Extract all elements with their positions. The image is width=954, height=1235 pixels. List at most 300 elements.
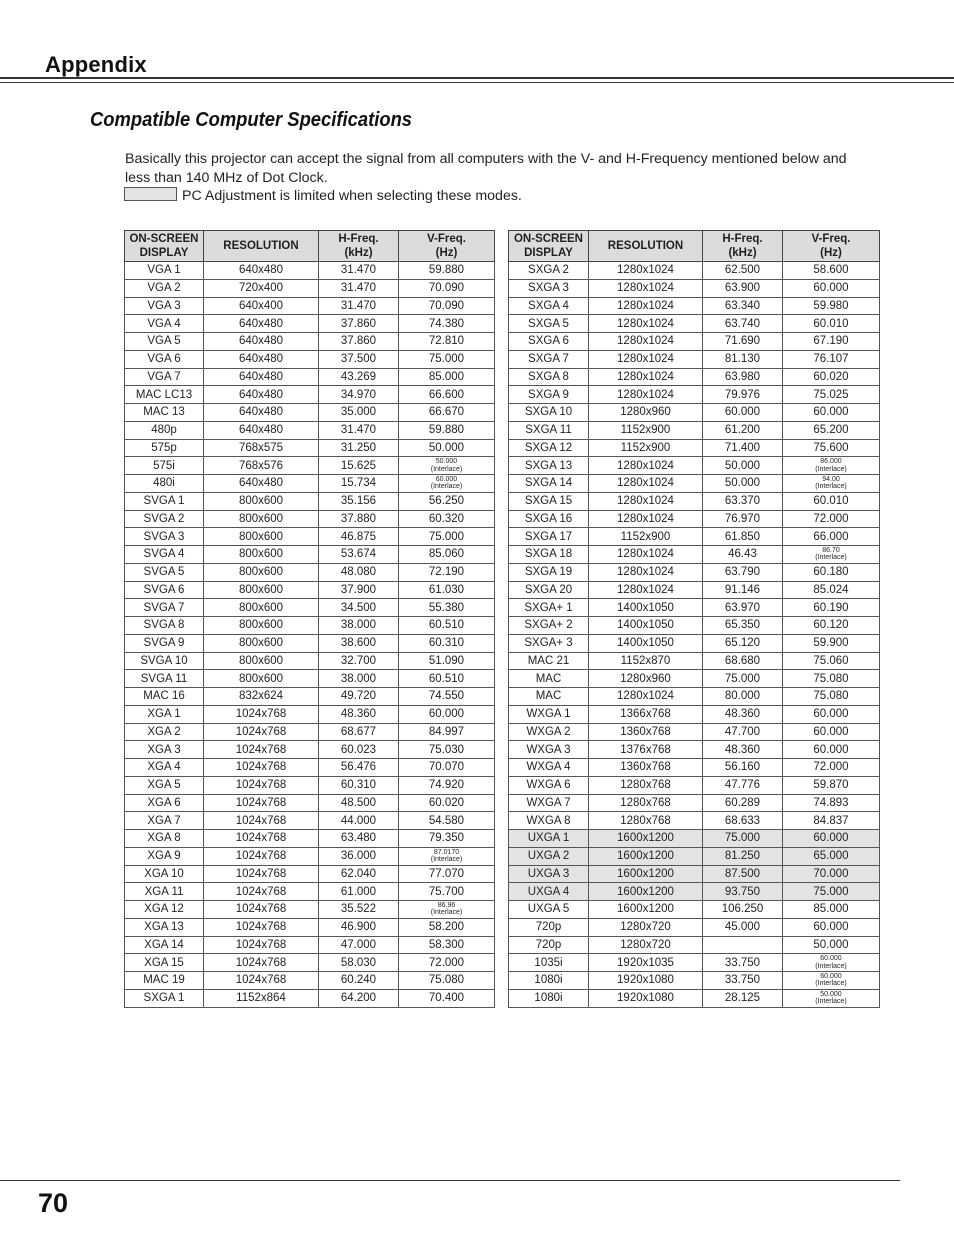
cell-vfreq: 75.080	[399, 972, 495, 990]
cell-hfreq: 68.680	[703, 652, 783, 670]
cell-display: XGA 5	[125, 776, 204, 794]
cell-hfreq: 60.289	[703, 794, 783, 812]
table-row	[125, 404, 495, 422]
cell-hfreq: 48.360	[319, 705, 399, 723]
cell-display: MAC 13	[125, 404, 204, 422]
interlace-note: (Interlace)	[815, 483, 847, 491]
table-row	[509, 510, 880, 528]
cell-vfreq: 60.000 (Interlace)	[783, 954, 880, 972]
cell-resolution: 1280x1024	[589, 688, 703, 706]
legend-shading-swatch	[124, 187, 177, 201]
cell-display: XGA 6	[125, 794, 204, 812]
cell-vfreq: 60.020	[783, 368, 880, 386]
cell-hfreq: 61.200	[703, 421, 783, 439]
cell-vfreq: 58.600	[783, 262, 880, 280]
table-row	[125, 670, 495, 688]
table-row	[125, 901, 495, 919]
table-row	[125, 279, 495, 297]
cell-hfreq: 37.900	[319, 581, 399, 599]
cell-hfreq: 47.700	[703, 723, 783, 741]
cell-resolution: 1024x768	[204, 723, 319, 741]
interlace-note: (Interlace)	[815, 998, 847, 1006]
cell-vfreq: 58.200	[399, 918, 495, 936]
cell-display: XGA 2	[125, 723, 204, 741]
cell-display: SXGA 13	[509, 457, 589, 475]
table-row	[125, 617, 495, 635]
cell-display: XGA 1	[125, 705, 204, 723]
cell-vfreq: 54.580	[399, 812, 495, 830]
table-row	[125, 439, 495, 457]
cell-display: SVGA 2	[125, 510, 204, 528]
cell-hfreq: 50.000	[703, 475, 783, 493]
cell-hfreq: 71.690	[703, 333, 783, 351]
table-row	[125, 705, 495, 723]
cell-hfreq: 79.976	[703, 386, 783, 404]
header-vfreq: V-Freq. (Hz)	[399, 231, 495, 262]
cell-display: SXGA 11	[509, 421, 589, 439]
cell-vfreq: 60.320	[399, 510, 495, 528]
cell-vfreq: 86.96 (Interlace)	[399, 901, 495, 919]
table-row	[509, 262, 880, 280]
cell-display: SVGA 11	[125, 670, 204, 688]
cell-hfreq: 56.476	[319, 759, 399, 777]
table-row	[509, 421, 880, 439]
cell-vfreq: 59.880	[399, 421, 495, 439]
table-row	[509, 989, 880, 1007]
cell-display: SXGA 1	[125, 989, 204, 1007]
cell-vfreq: 50.000	[783, 936, 880, 954]
table-row	[509, 617, 880, 635]
cell-vfreq: 70.090	[399, 279, 495, 297]
cell-hfreq: 76.970	[703, 510, 783, 528]
cell-resolution: 1280x1024	[589, 297, 703, 315]
cell-vfreq: 74.893	[783, 794, 880, 812]
cell-hfreq: 34.970	[319, 386, 399, 404]
table-row	[125, 954, 495, 972]
legend	[124, 187, 522, 205]
cell-display: XGA 13	[125, 918, 204, 936]
cell-vfreq: 59.880	[399, 262, 495, 280]
cell-hfreq: 36.000	[319, 847, 399, 865]
table-row	[509, 918, 880, 936]
cell-vfreq: 94.00 (Interlace)	[783, 475, 880, 493]
cell-hfreq: 38.000	[319, 617, 399, 635]
table-row	[509, 404, 880, 422]
cell-display: MAC 19	[125, 972, 204, 990]
header-vfreq: V-Freq. (Hz)	[783, 231, 880, 262]
cell-display: WXGA 7	[509, 794, 589, 812]
table-row	[509, 475, 880, 493]
cell-hfreq: 60.240	[319, 972, 399, 990]
table-row	[509, 297, 880, 315]
cell-vfreq: 85.000	[399, 368, 495, 386]
cell-vfreq: 60.000	[783, 404, 880, 422]
cell-resolution: 1600x1200	[589, 847, 703, 865]
table-row	[125, 723, 495, 741]
cell-hfreq: 75.000	[703, 830, 783, 848]
table-row	[509, 563, 880, 581]
interlace-note: (Interlace)	[815, 962, 847, 970]
table-row	[509, 847, 880, 865]
table-row	[125, 510, 495, 528]
cell-display: SXGA 10	[509, 404, 589, 422]
cell-hfreq: 91.146	[703, 581, 783, 599]
cell-display: UXGA 5	[509, 901, 589, 919]
cell-hfreq: 62.040	[319, 865, 399, 883]
cell-resolution: 1400x1050	[589, 634, 703, 652]
cell-hfreq: 46.43	[703, 546, 783, 564]
cell-display: 575i	[125, 457, 204, 475]
cell-display: SXGA 12	[509, 439, 589, 457]
table-row	[509, 652, 880, 670]
cell-display: SXGA 3	[509, 279, 589, 297]
cell-resolution: 800x600	[204, 670, 319, 688]
cell-hfreq: 38.000	[319, 670, 399, 688]
cell-display: XGA 10	[125, 865, 204, 883]
table-row	[125, 546, 495, 564]
cell-vfreq: 61.030	[399, 581, 495, 599]
cell-resolution: 1280x960	[589, 404, 703, 422]
cell-hfreq: 65.350	[703, 617, 783, 635]
cell-resolution: 1400x1050	[589, 599, 703, 617]
cell-hfreq: 58.030	[319, 954, 399, 972]
cell-display: SXGA 17	[509, 528, 589, 546]
cell-vfreq: 58.300	[399, 936, 495, 954]
table-row	[509, 883, 880, 901]
table-row	[509, 439, 880, 457]
cell-vfreq: 56.250	[399, 492, 495, 510]
cell-resolution: 1280x1024	[589, 510, 703, 528]
table-row	[125, 368, 495, 386]
table-row	[509, 386, 880, 404]
cell-display: WXGA 8	[509, 812, 589, 830]
cell-vfreq: 70.000	[783, 865, 880, 883]
cell-resolution: 640x480	[204, 421, 319, 439]
cell-resolution: 1024x768	[204, 705, 319, 723]
cell-resolution: 1280x1024	[589, 350, 703, 368]
cell-hfreq: 106.250	[703, 901, 783, 919]
cell-resolution: 800x600	[204, 563, 319, 581]
table-row	[509, 759, 880, 777]
cell-hfreq: 63.370	[703, 492, 783, 510]
interlace-note: (Interlace)	[815, 980, 847, 988]
table-row	[125, 989, 495, 1007]
cell-display: XGA 12	[125, 901, 204, 919]
cell-vfreq: 75.000	[399, 350, 495, 368]
cell-resolution: 1280x1024	[589, 546, 703, 564]
table-row	[509, 723, 880, 741]
interlace-note: (Interlace)	[430, 856, 463, 864]
cell-display: VGA 1	[125, 262, 204, 280]
header-display: ON-SCREEN DISPLAY	[125, 231, 204, 262]
cell-hfreq: 68.633	[703, 812, 783, 830]
cell-display: SXGA 2	[509, 262, 589, 280]
cell-resolution: 1024x768	[204, 759, 319, 777]
cell-resolution: 1360x768	[589, 723, 703, 741]
table-row	[509, 865, 880, 883]
cell-resolution: 1366x768	[589, 705, 703, 723]
cell-hfreq: 44.000	[319, 812, 399, 830]
cell-display: UXGA 1	[509, 830, 589, 848]
table-row	[509, 457, 880, 475]
table-row	[125, 652, 495, 670]
cell-display: 575p	[125, 439, 204, 457]
cell-resolution: 800x600	[204, 528, 319, 546]
cell-resolution: 1024x768	[204, 794, 319, 812]
cell-hfreq: 48.360	[703, 705, 783, 723]
cell-hfreq: 33.750	[703, 954, 783, 972]
cell-display: SXGA 5	[509, 315, 589, 333]
cell-hfreq: 48.080	[319, 563, 399, 581]
cell-hfreq: 63.900	[703, 279, 783, 297]
cell-display: SXGA 14	[509, 475, 589, 493]
table-row	[125, 847, 495, 865]
table-row	[125, 776, 495, 794]
cell-resolution: 832x624	[204, 688, 319, 706]
table-row	[509, 350, 880, 368]
table-row	[509, 741, 880, 759]
cell-hfreq: 64.200	[319, 989, 399, 1007]
cell-display: 1080i	[509, 989, 589, 1007]
cell-vfreq: 60.010	[783, 315, 880, 333]
cell-display: VGA 7	[125, 368, 204, 386]
table-row	[125, 386, 495, 404]
cell-hfreq: 50.000	[703, 457, 783, 475]
cell-vfreq: 75.080	[783, 688, 880, 706]
cell-hfreq: 48.500	[319, 794, 399, 812]
cell-vfreq: 60.000	[783, 705, 880, 723]
table-row	[509, 279, 880, 297]
cell-vfreq: 76.107	[783, 350, 880, 368]
cell-vfreq: 75.060	[783, 652, 880, 670]
table-row	[125, 634, 495, 652]
cell-vfreq: 72.000	[399, 954, 495, 972]
cell-vfreq: 67.190	[783, 333, 880, 351]
cell-vfreq: 59.870	[783, 776, 880, 794]
cell-display: WXGA 4	[509, 759, 589, 777]
cell-vfreq: 84.837	[783, 812, 880, 830]
table-row	[509, 492, 880, 510]
cell-vfreq: 60.510	[399, 670, 495, 688]
cell-display: SVGA 4	[125, 546, 204, 564]
table-row	[125, 333, 495, 351]
table-row	[509, 794, 880, 812]
table-row	[509, 972, 880, 990]
cell-resolution: 1360x768	[589, 759, 703, 777]
section-title: Compatible Computer Specifications	[90, 109, 413, 131]
cell-resolution: 1152x864	[204, 989, 319, 1007]
cell-hfreq: 31.470	[319, 421, 399, 439]
cell-hfreq: 56.160	[703, 759, 783, 777]
cell-vfreq: 51.090	[399, 652, 495, 670]
cell-display: XGA 15	[125, 954, 204, 972]
cell-hfreq: 93.750	[703, 883, 783, 901]
cell-display: VGA 3	[125, 297, 204, 315]
table-row	[125, 492, 495, 510]
intro-paragraph: Basically this projector can accept the signal from all computers with the V- and H-Frequency mentioned below and less than 140 MHz of Dot Clock.	[125, 151, 847, 186]
cell-resolution: 1280x1024	[589, 368, 703, 386]
cell-resolution: 1024x768	[204, 918, 319, 936]
table-row	[509, 581, 880, 599]
cell-vfreq: 85.000	[783, 901, 880, 919]
table-row	[125, 972, 495, 990]
cell-vfreq: 55.380	[399, 599, 495, 617]
cell-display: UXGA 2	[509, 847, 589, 865]
cell-resolution: 1024x768	[204, 972, 319, 990]
cell-display: SVGA 7	[125, 599, 204, 617]
cell-hfreq: 61.850	[703, 528, 783, 546]
cell-resolution: 1920x1080	[589, 989, 703, 1007]
cell-display: SXGA 7	[509, 350, 589, 368]
table-row	[125, 599, 495, 617]
cell-hfreq: 46.900	[319, 918, 399, 936]
cell-vfreq: 50.000 (Interlace)	[399, 457, 495, 475]
compatibility-table-left	[124, 230, 495, 1008]
cell-display: XGA 7	[125, 812, 204, 830]
cell-vfreq: 59.900	[783, 634, 880, 652]
cell-vfreq: 59.980	[783, 297, 880, 315]
cell-hfreq: 63.970	[703, 599, 783, 617]
cell-hfreq: 46.875	[319, 528, 399, 546]
cell-vfreq: 66.670	[399, 404, 495, 422]
cell-resolution: 1280x1024	[589, 492, 703, 510]
cell-hfreq: 15.625	[319, 457, 399, 475]
cell-hfreq: 28.125	[703, 989, 783, 1007]
cell-vfreq: 72.000	[783, 759, 880, 777]
cell-vfreq: 60.010	[783, 492, 880, 510]
table-row	[125, 759, 495, 777]
cell-display: 480i	[125, 475, 204, 493]
cell-resolution: 1152x900	[589, 421, 703, 439]
cell-resolution: 1024x768	[204, 741, 319, 759]
cell-hfreq: 60.023	[319, 741, 399, 759]
cell-hfreq: 45.000	[703, 918, 783, 936]
cell-resolution: 640x480	[204, 350, 319, 368]
page-number: 70	[38, 1188, 69, 1218]
cell-hfreq: 48.360	[703, 741, 783, 759]
cell-resolution: 1280x1024	[589, 386, 703, 404]
cell-resolution: 800x600	[204, 581, 319, 599]
cell-hfreq: 53.674	[319, 546, 399, 564]
cell-vfreq: 75.025	[783, 386, 880, 404]
cell-hfreq: 31.470	[319, 279, 399, 297]
cell-display: SVGA 8	[125, 617, 204, 635]
header-divider	[0, 77, 954, 83]
cell-display: 720p	[509, 936, 589, 954]
cell-display: SVGA 6	[125, 581, 204, 599]
cell-hfreq: 31.470	[319, 297, 399, 315]
cell-vfreq: 70.400	[399, 989, 495, 1007]
interlace-note: (Interlace)	[815, 554, 847, 562]
cell-display: SXGA 16	[509, 510, 589, 528]
cell-resolution: 1280x1024	[589, 581, 703, 599]
table-header-row	[509, 231, 880, 262]
cell-resolution: 640x480	[204, 404, 319, 422]
cell-vfreq: 50.000	[399, 439, 495, 457]
cell-resolution: 1280x1024	[589, 563, 703, 581]
cell-vfreq: 75.000	[783, 883, 880, 901]
cell-resolution: 1280x1024	[589, 333, 703, 351]
cell-resolution: 768x575	[204, 439, 319, 457]
cell-resolution: 1280x768	[589, 776, 703, 794]
table-row	[125, 421, 495, 439]
cell-vfreq: 60.510	[399, 617, 495, 635]
cell-resolution: 1400x1050	[589, 617, 703, 635]
cell-vfreq: 66.600	[399, 386, 495, 404]
table-row	[509, 528, 880, 546]
cell-vfreq: 60.000	[783, 741, 880, 759]
cell-vfreq: 60.020	[399, 794, 495, 812]
cell-hfreq: 38.600	[319, 634, 399, 652]
cell-display: UXGA 4	[509, 883, 589, 901]
cell-display: WXGA 6	[509, 776, 589, 794]
cell-display: VGA 5	[125, 333, 204, 351]
cell-hfreq: 63.740	[703, 315, 783, 333]
cell-resolution: 1280x1024	[589, 279, 703, 297]
cell-vfreq: 87.0170 (Interlace)	[399, 847, 495, 865]
cell-hfreq: 81.250	[703, 847, 783, 865]
cell-hfreq: 15.734	[319, 475, 399, 493]
header-hfreq: H-Freq. (kHz)	[319, 231, 399, 262]
cell-resolution: 640x400	[204, 297, 319, 315]
cell-display: WXGA 2	[509, 723, 589, 741]
cell-resolution: 1024x768	[204, 776, 319, 794]
table-row	[125, 830, 495, 848]
table-row	[125, 741, 495, 759]
cell-resolution: 1280x1024	[589, 315, 703, 333]
cell-display: SVGA 10	[125, 652, 204, 670]
cell-hfreq: 61.000	[319, 883, 399, 901]
cell-display: VGA 2	[125, 279, 204, 297]
table-row	[125, 918, 495, 936]
cell-display: SXGA+ 2	[509, 617, 589, 635]
interlace-note: (Interlace)	[430, 909, 463, 917]
cell-vfreq: 60.120	[783, 617, 880, 635]
cell-display: XGA 3	[125, 741, 204, 759]
cell-resolution: 1280x960	[589, 670, 703, 688]
cell-display: SVGA 9	[125, 634, 204, 652]
cell-resolution: 720x400	[204, 279, 319, 297]
cell-resolution: 1280x768	[589, 794, 703, 812]
cell-display: SXGA 20	[509, 581, 589, 599]
table-row	[509, 315, 880, 333]
cell-hfreq: 60.310	[319, 776, 399, 794]
table-row	[509, 901, 880, 919]
cell-vfreq: 74.380	[399, 315, 495, 333]
table-row	[509, 634, 880, 652]
cell-resolution: 1152x870	[589, 652, 703, 670]
table-row	[509, 599, 880, 617]
table-row	[509, 705, 880, 723]
cell-resolution: 1600x1200	[589, 830, 703, 848]
interlace-note: (Interlace)	[815, 465, 847, 473]
cell-resolution: 1280x720	[589, 918, 703, 936]
cell-display: WXGA 1	[509, 705, 589, 723]
table-row	[509, 776, 880, 794]
cell-hfreq: 63.790	[703, 563, 783, 581]
cell-display: MAC 21	[509, 652, 589, 670]
cell-hfreq: 33.750	[703, 972, 783, 990]
cell-display: VGA 6	[125, 350, 204, 368]
cell-display: SVGA 3	[125, 528, 204, 546]
table-row	[125, 475, 495, 493]
cell-resolution: 800x600	[204, 599, 319, 617]
cell-vfreq: 60.000	[399, 705, 495, 723]
cell-hfreq: 37.860	[319, 333, 399, 351]
table-row	[509, 688, 880, 706]
table-row	[125, 581, 495, 599]
cell-hfreq: 63.340	[703, 297, 783, 315]
